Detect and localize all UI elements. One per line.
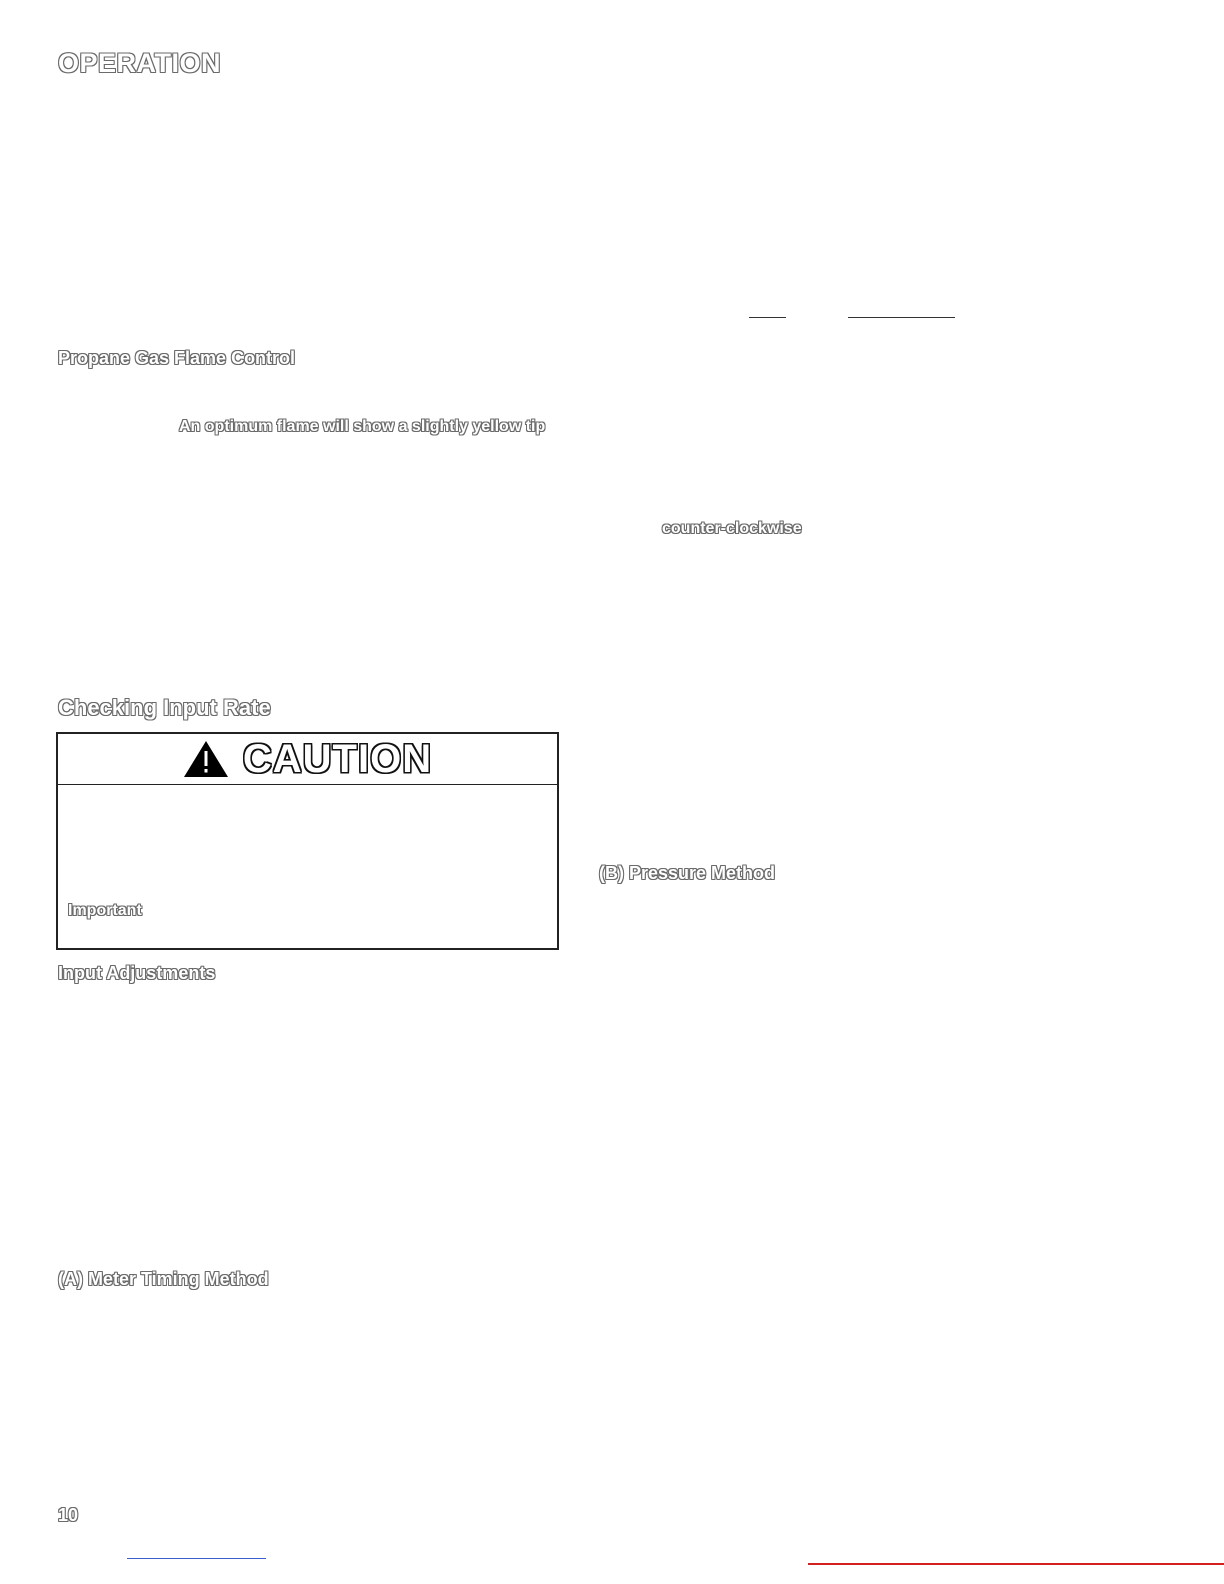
caution-important-label: Important (68, 902, 142, 919)
propane-flame-control-heading: Propane Gas Flame Control (58, 348, 296, 368)
pressure-method-heading: (B) Pressure Method (599, 863, 776, 883)
warning-triangle-icon (183, 740, 229, 778)
caution-box (56, 732, 559, 950)
page-title: OPERATION (58, 48, 222, 78)
footer-link-underline[interactable] (127, 1558, 266, 1559)
meter-timing-method-heading: (A) Meter Timing Method (58, 1269, 269, 1289)
page-number: 10 (58, 1505, 79, 1525)
optimum-flame-note: An optimum flame will show a slightly yellow tip (179, 418, 546, 435)
input-adjustments-heading: Input Adjustments (58, 963, 216, 983)
underline-rule-short (749, 317, 786, 318)
checking-input-rate-heading: Checking Input Rate (58, 695, 271, 720)
underline-rule-long (848, 317, 955, 318)
caution-header (58, 734, 557, 785)
caution-label: CAUTION (242, 736, 433, 781)
footer-red-rule (808, 1563, 1224, 1565)
counter-clockwise-note: counter-clockwise (662, 520, 802, 537)
